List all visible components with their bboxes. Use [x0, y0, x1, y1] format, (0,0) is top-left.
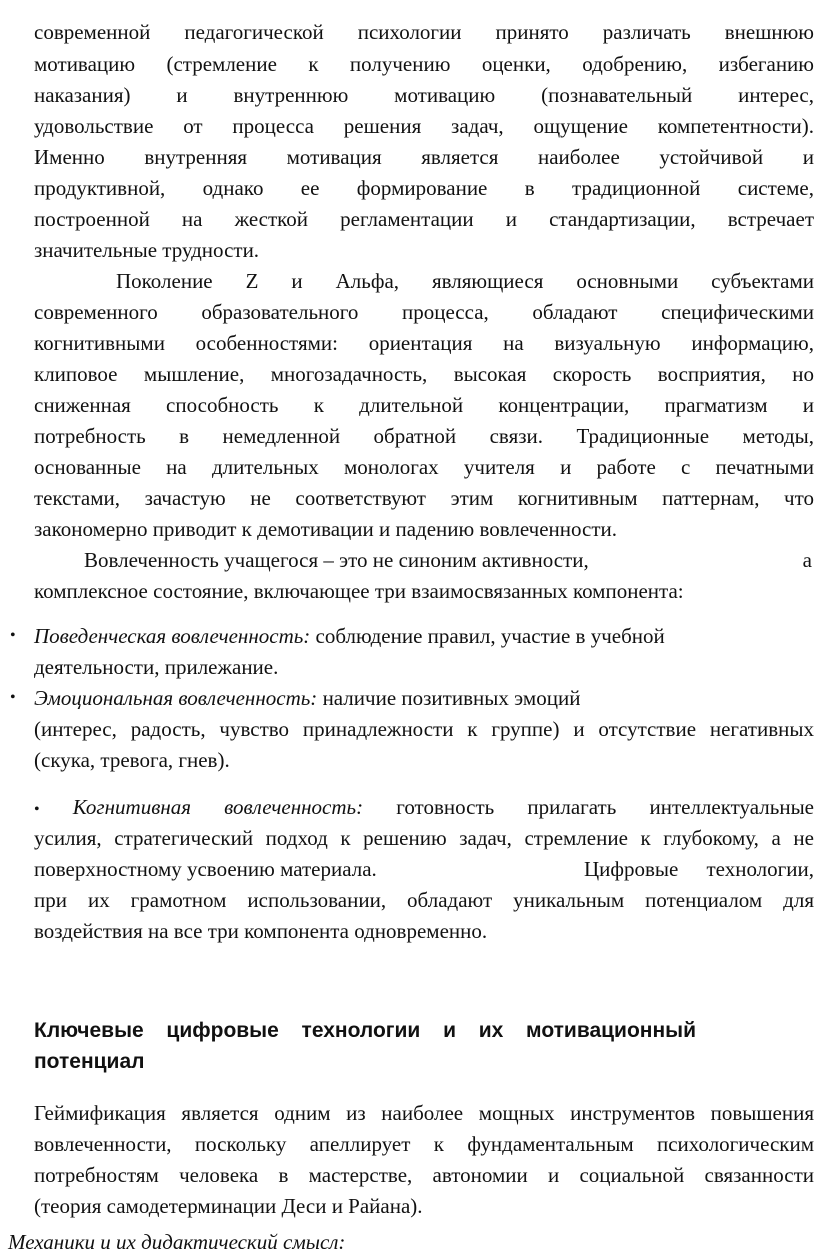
- text-line: (интерес, радость, чувство принадлежности к группе) и отсутствие негативных: [34, 717, 814, 741]
- text-line: [34, 793, 814, 821]
- text-line: наказания) и внутреннюю мотивацию (познавательный интерес,: [34, 83, 814, 107]
- definition-text: наличие позитивных эмоций: [322, 686, 581, 710]
- text-line: при их грамотном использовании, обладают уникальным потенциалом для: [34, 888, 814, 912]
- text-line: Геймификация является одним из наиболее мощных инструментов повышения: [34, 1101, 814, 1125]
- definition-text: соблюдение правил, участие в учебной: [315, 624, 665, 648]
- definition-text: готовность прилагать интеллектуальные: [396, 795, 814, 819]
- text-line: текстами, зачастую не соответствуют этим когнитивным паттернам, что: [34, 486, 814, 510]
- text-line: закономерно приводит к демотивации и падению вовлеченности.: [34, 517, 618, 541]
- term-cognitive: Когнитивная вовлеченность:: [72, 795, 364, 819]
- heading-line: Ключевые цифровые технологии и их мотивационный: [34, 1019, 696, 1042]
- subheading-mechanics: [8, 1228, 788, 1256]
- heading-line: потенциал: [34, 1050, 145, 1073]
- text-line: усилия, стратегический подход к решению задач, стремление к глубокому, а не: [34, 826, 814, 850]
- text-line: комплексное состояние, включающее три взаимосвязанных компонента:: [34, 579, 684, 603]
- text-line: поверхностному усвоению материала.: [34, 857, 377, 881]
- text-line: [34, 684, 814, 712]
- text-line: [84, 546, 814, 574]
- bullet-icon: •: [10, 689, 16, 706]
- text-line: удовольствие от процесса решения задач, ощущение компетентности).: [34, 114, 814, 138]
- bullet-icon: •: [10, 627, 16, 644]
- text-line: построенной на жесткой регламентации и стандартизации, встречает: [34, 207, 814, 231]
- text-line: воздействия на все три компонента одновременно.: [34, 919, 488, 943]
- text-line: клиповое мышление, многозадачность, высокая скорость восприятия, но: [34, 362, 814, 386]
- text-line: значительные трудности.: [34, 238, 260, 262]
- text-line: [34, 622, 814, 650]
- text-line: мотивацию (стремление к получению оценки, одобрению, избеганию: [34, 52, 814, 76]
- text-line-tail: а: [802, 548, 812, 572]
- text-line: потребность в немедленной обратной связи. Традиционные методы,: [34, 424, 814, 448]
- text-line: Именно внутренняя мотивация является наиболее устойчивой и: [34, 145, 814, 169]
- text-line: деятельности, прилежание.: [34, 655, 279, 679]
- text-line: сниженная способность к длительной концентрации, прагматизм и: [34, 393, 814, 417]
- text-line-tail: Цифровые технологии,: [584, 857, 814, 881]
- text-line: (теория самодетерминации Деси и Райана).: [34, 1194, 423, 1218]
- text-line-main: Вовлеченность учащегося – это не синоним активности,: [84, 548, 589, 572]
- term-behavioral: Поведенческая вовлеченность:: [34, 624, 311, 648]
- subheading-text: Механики и их дидактический смысл:: [8, 1230, 346, 1254]
- text-line: когнитивными особенностями: ориентация на визуальную информацию,: [34, 331, 814, 355]
- text-line: (скука, тревога, гнев).: [34, 748, 230, 772]
- text-line: вовлеченности, поскольку апеллирует к фундаментальным психологическим: [34, 1132, 814, 1156]
- text-line: Поколение Z и Альфа, являющиеся основными субъектами: [116, 269, 814, 293]
- text-line: современного образовательного процесса, обладают специфическими: [34, 300, 814, 324]
- text-line: потребностям человека в мастерстве, автономии и социальной связанности: [34, 1163, 814, 1187]
- text-line: современной педагогической психологии принято различать внешнюю: [34, 20, 814, 44]
- text-line: продуктивной, однако ее формирование в традиционной системе,: [34, 176, 814, 200]
- bullet-icon: •: [34, 801, 40, 818]
- term-emotional: Эмоциональная вовлеченность:: [34, 686, 318, 710]
- text-line: основанные на длительных монологах учителя и работе с печатными: [34, 455, 814, 479]
